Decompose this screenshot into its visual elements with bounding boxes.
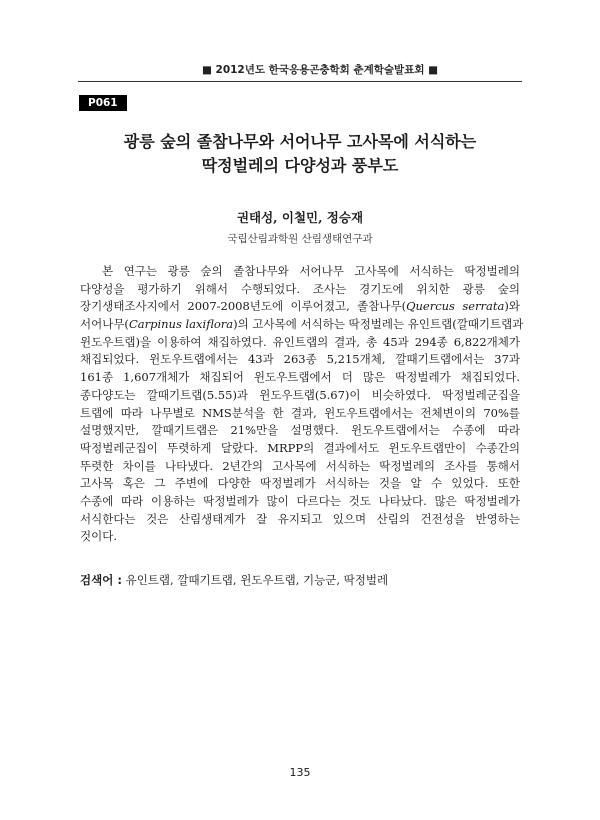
authors: 권태성, 이철민, 정승재: [236, 210, 364, 225]
paper-title: [80, 130, 520, 178]
title-line: 광릉 숲의 졸참나무와 서어나무 고사목에 서식하는: [123, 132, 477, 151]
keywords: [80, 572, 520, 588]
abstract-line: 윈도우트랩)을 이용하여 채집하였다. 유인트랩의 결과, 총 45과 294종 6,822개체가: [80, 334, 520, 349]
abstract-line: 서식한다는 것은 산림생태계가 잘 유지되고 있으며 산림의 건전성을 반영하는: [80, 511, 520, 526]
abstract-line: 본 연구는 광릉 숲의 졸참나무와 서어나무 고사목에 서식하는 딱정벌레의: [102, 264, 520, 278]
abstract-line: 161종 1,607개체가 채집되어 윈도우트랩에서 더 많은 딱정벌레가 채집되었다.: [80, 370, 520, 385]
title-line: 딱정벌레의 다양성과 풍부도: [201, 156, 399, 175]
keywords-label: 검색어 :: [80, 573, 122, 587]
abstract-line: 종다양도는 깔때기트랩(5.55)과 윈도우트랩(5.67)이 비슷하였다. 딱정벌레군집을: [80, 387, 520, 402]
abstract-line: 채집되었다. 윈도우트랩에서는 43과 263종 5,215개체, 깔때기트랩에서는 37과: [80, 352, 520, 367]
abstract-line: 수종에 따라 이용하는 딱정벌레가 많이 다르다는 것도 나타났다. 많은 딱정벌레가: [80, 493, 520, 508]
keywords-list: 유인트랩, 깔때기트랩, 윈도우트랩, 기능군, 딱정벌레: [125, 573, 389, 587]
abstract: [80, 263, 524, 546]
abstract-line: 고사목 혹은 그 주변에 다양한 딱정벌레가 서식하는 것을 알 수 있었다. 또한: [80, 476, 520, 491]
abstract-line: 것이다.: [80, 529, 117, 544]
header-rule: [78, 81, 522, 82]
abstract-line: 설명했지만, 깔때기트랩은 21%만을 설명했다. 윈도우트랩에서는 수종에 따라: [80, 423, 520, 438]
abstract-line: 뚜렷한 차이를 나타냈다. 2년간의 고사목에 서식하는 딱정벌레의 조사를 통해서: [80, 458, 520, 473]
abstract-line: 트랩에 따라 나무별로 NMS분석을 한 결과, 윈도우트랩에서는 전체변이의 70%를: [80, 405, 520, 420]
page-number: 135: [289, 766, 311, 779]
abstract-line: 장기생태조사지에서 2007-2008년도에 이루어졌고, 졸참나무(Quercus serrata)와: [80, 299, 520, 314]
abstract-line: 서어나무(Carpinus laxiflora)의 고사목에 서식하는 딱정벌레는 유인트랩(깔때기트랩과: [80, 317, 524, 332]
abstract-line: 다양성을 평가하기 위해서 수행되었다. 조사는 경기도에 위치한 광릉 숲의: [80, 281, 520, 296]
running-header: ■ 2012년도 한국응용곤충학회 춘계학술발표회 ■: [201, 64, 439, 76]
abstract-line: 딱정벌레군집이 뚜렷하게 달랐다. MRPP의 결과에서도 윈도우트랩만이 수종간의: [80, 440, 520, 455]
affiliation: 국립산림과학원 산림생태연구과: [227, 233, 373, 245]
paper-code-badge: P061: [79, 95, 127, 111]
